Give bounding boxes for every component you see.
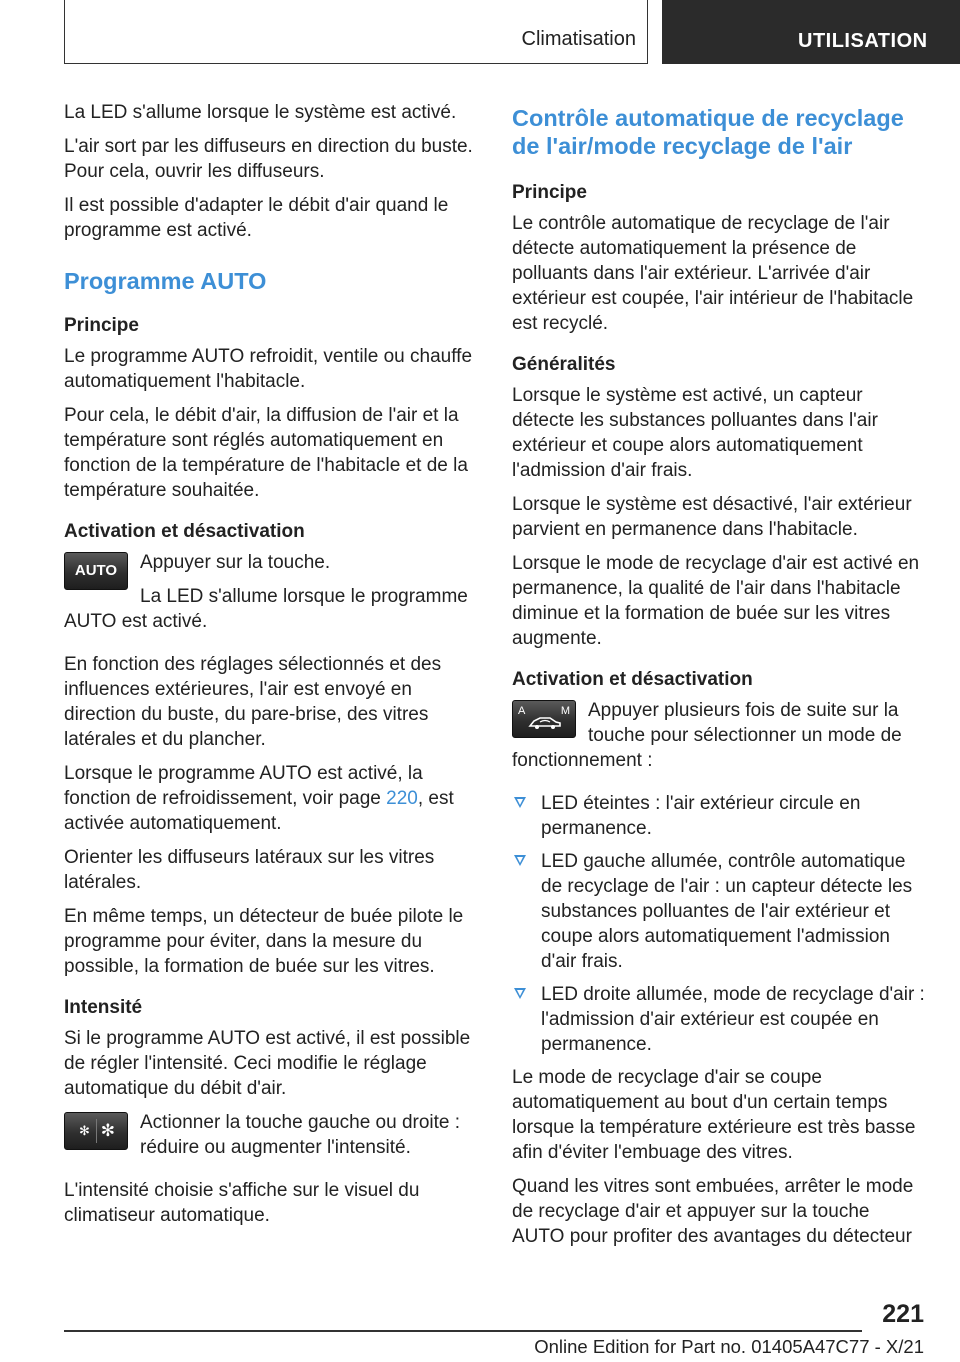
right-column (512, 100, 926, 1258)
paragraph (64, 761, 482, 836)
paragraph: La LED s'allume lorsque le programme AUTO est activé. (64, 586, 468, 632)
paragraph: Lorsque le système est désactivé, l'air extérieur parvient en permanence dans l'habitacle. (512, 494, 912, 540)
paragraph: Le mode de recyclage d'air se coupe automatiquement au bout d'un certain temps lorsque la température extérieure est très basse afin d'éviter l'embuage des vitres. (512, 1067, 916, 1163)
recirculation-button-instruction (512, 698, 926, 782)
paragraph: Quand les vitres sont embuées, arrêter le mode de recyclage d'air et appuyer sur la touche AUTO pour profiter des avantages du détecteur (512, 1176, 914, 1247)
page-number: 221 (882, 1300, 924, 1328)
subheading-activation: Activation et désactivation (512, 669, 753, 690)
led-manual-label: M (560, 705, 570, 717)
paragraph: Le contrôle automatique de recyclage de l'air détecte automatiquement la présence de polluants dans l'air extérieur. L'arrivée d'air extérieur est coupée, l'air intérieur de l'habitacle est recyclé. (512, 213, 914, 334)
paragraph: La LED s'allume lorsque le système est activé. (64, 102, 457, 123)
paragraph: En fonction des réglages sélectionnés et des influences extérieures, l'air est envoyé en direction du buste, du pare-brise, des vitres latérales et du plancher. (64, 654, 442, 750)
subheading-activation: Activation et désactivation (64, 521, 305, 542)
fan-button-instruction (64, 1110, 482, 1169)
paragraph: En même temps, un détecteur de buée pilote le programme pour éviter, dans la mesure du possible, la formation de buée sur les vitres. (64, 906, 464, 977)
list-item: LED droite allumée, mode de recyclage d'air : l'admission d'air extérieur est coupée en permanence. (512, 982, 926, 1057)
paragraph: Il est possible d'adapter le débit d'air quand le programme est activé. (64, 195, 449, 241)
subheading-principe: Principe (64, 315, 139, 336)
footer-divider (64, 1330, 862, 1332)
paragraph: Actionner la touche gauche ou droite : réduire ou augmenter l'intensité. (140, 1112, 461, 1158)
subheading-generalites: Généralités (512, 354, 616, 375)
page-reference-link[interactable]: 220 (386, 788, 418, 809)
mode-list (512, 791, 926, 1057)
chapter-tab: UTILISATION (662, 0, 960, 64)
paragraph: Lorsque le mode de recyclage d'air est activé en permanence, la qualité de l'air dans l'habitacle diminue et la formation de buée sur les vitres augmente. (512, 553, 920, 649)
subheading-principe: Principe (512, 182, 587, 203)
car-recirculation-icon (528, 714, 562, 730)
bullet-triangle-icon (514, 855, 526, 866)
list-item: LED éteintes : l'air extérieur circule en permanence. (512, 791, 926, 841)
section-title: Climatisation (521, 28, 636, 50)
led-auto-label: A (518, 705, 526, 717)
heading-recyclage: Contrôle automatique de recyclage de l'air/mode recyclage de l'air (512, 105, 904, 159)
bullet-triangle-icon (514, 797, 526, 808)
paragraph: L'air sort par les diffuseurs en direction du buste. Pour cela, ouvrir les diffuseurs. (64, 136, 473, 182)
paragraph: Orienter les diffuseurs latéraux sur les vitres latérales. (64, 847, 435, 893)
recirculation-button-icon (512, 700, 576, 738)
paragraph: L'intensité choisie s'affiche sur le visuel du climatiseur automatique. (64, 1180, 420, 1226)
fan-low-icon: ✻ (79, 1123, 90, 1138)
paragraph: Le programme AUTO refroidit, ventile ou chauffe automatiquement l'habitacle. (64, 346, 473, 392)
list-item: LED gauche allumée, contrôle automatique de recyclage de l'air : un capteur détecte les substances polluantes de l'air extérieur et coupe alors automatiquement l'admission d'air frais. (512, 849, 926, 974)
auto-button-icon: AUTO (64, 552, 128, 590)
paragraph: Pour cela, le débit d'air, la diffusion de l'air et la température sont réglés automatiquement en fonction de la température de l'habitacle et de la température souhaitée. (64, 405, 468, 501)
fan-high-icon: ✻ (100, 1121, 115, 1140)
fan-speed-button-icon (64, 1112, 128, 1150)
paragraph: Appuyer plusieurs fois de suite sur la touche pour sélectionner un mode de fonctionnement : (512, 700, 902, 771)
paragraph: Appuyer sur la touche. (140, 552, 331, 573)
paragraph: Si le programme AUTO est activé, il est possible de régler l'intensité. Ceci modifie le réglage automatique du débit d'air. (64, 1028, 471, 1099)
paragraph-text: Lorsque le programme AUTO est activé, la fonction de refroidissement, voir page (64, 763, 423, 809)
heading-programme-auto: Programme AUTO (64, 268, 267, 294)
footer-edition: Online Edition for Part no. 01405A47C77 - X/21 (534, 1336, 924, 1357)
paragraph: Lorsque le système est activé, un capteur détecte les substances polluantes dans l'air extérieur et coupe alors automatiquement l'admission d'air frais. (512, 385, 878, 481)
bullet-triangle-icon (514, 988, 526, 999)
subheading-intensite: Intensité (64, 997, 143, 1018)
paragraph-text: , est activée automatiquement. (64, 788, 454, 834)
auto-button-instruction (64, 550, 482, 643)
left-column (64, 100, 482, 1237)
